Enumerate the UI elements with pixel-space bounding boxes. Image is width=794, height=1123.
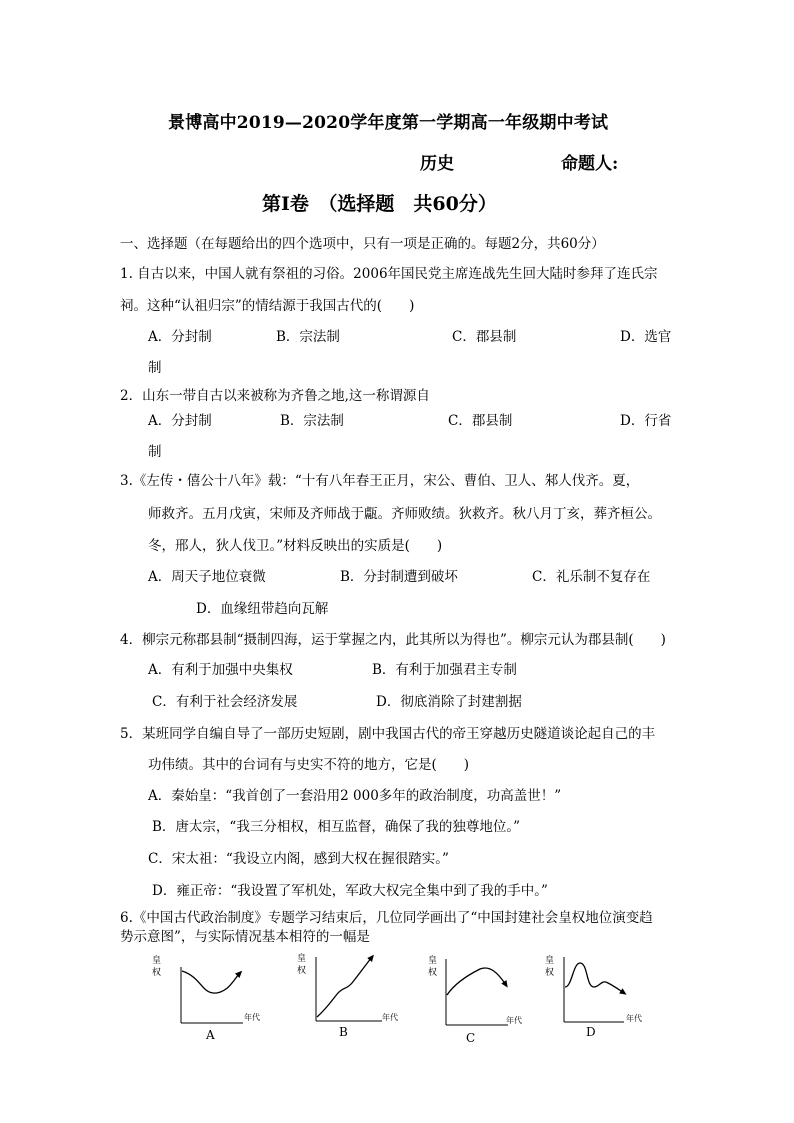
question-1-overflow: 制	[148, 360, 162, 376]
question-3-line-3: 冬，邢人，狄人伐卫。”材料反映出的实质是( )	[148, 538, 443, 554]
graph-c-ylabel-1: 皇	[428, 956, 438, 966]
trend-graphs	[140, 945, 660, 1045]
graph-a-label: A	[206, 1028, 215, 1042]
graph-a	[152, 954, 260, 1042]
graph-b-ylabel-1: 皇	[297, 954, 307, 964]
question-1-option-b: B．宗法制	[276, 329, 340, 345]
graph-b-curve	[317, 957, 372, 1017]
question-3-line-1: 3.《左传・僖公十八年》载：“十有八年春王正月，宋公、曹伯、卫人、邾人伐齐。夏，	[120, 473, 640, 489]
graph-d-label: D	[586, 1025, 596, 1039]
graph-b	[297, 952, 398, 1039]
question-1-option-a: A．分封制	[148, 329, 212, 345]
graph-a-xlabel: 年代	[244, 1013, 260, 1022]
graph-d-xlabel: 年代	[626, 1014, 642, 1023]
question-3-option-d: D．血缘纽带趋向瓦解	[196, 601, 329, 617]
question-2-option-a: A．分封制	[148, 413, 212, 429]
question-3-line-2: 师救齐。五月戊寅，宋师及齐师战于甗。齐师败绩。狄救齐。秋八月丁亥，葬齐桓公。	[148, 506, 661, 522]
question-3-option-a: A．周天子地位衰微	[148, 569, 266, 585]
graph-b-label: B	[339, 1025, 348, 1039]
graph-d	[545, 954, 642, 1039]
question-1-option-d: D．选官	[620, 329, 672, 345]
question-2-option-d: D．行省	[620, 413, 672, 429]
author-label: 命题人:	[561, 154, 619, 174]
question-5-option-a: A．秦始皇：“我首创了一套沿用2 000多年的政治制度，功高盖世！”	[148, 788, 562, 804]
question-1-line-1: 1. 自古以来，中国人就有祭祖的习俗。2006年国民党主席连战先生回大陆时参拜了连氏宗	[120, 266, 658, 282]
question-6-line-2: 势示意图”，与实际情况基本相符的一幅是	[120, 929, 370, 945]
question-3-option-c: C．礼乐制不复存在	[532, 569, 651, 585]
section-instructions: 一、选择题（在每题给出的四个选项中，只有一项是正确的。每题2分，共60分）	[120, 236, 605, 252]
graph-c-label: C	[466, 1031, 476, 1045]
subject-label: 历史	[420, 154, 454, 174]
question-5-line-2: 功伟绩。其中的台词有与史实不符的地方，它是( )	[148, 757, 470, 773]
question-3-option-b: B．分封制遭到破坏	[340, 569, 458, 585]
question-2-overflow: 制	[148, 444, 162, 460]
graph-b-xlabel: 年代	[382, 1013, 398, 1022]
graph-a-curve	[182, 971, 240, 993]
question-2-option-b: B．宗法制	[280, 413, 344, 429]
graph-d-curve	[565, 963, 624, 993]
question-5-option-c: C．宋太祖：“我设立内阁，感到大权在握很踏实。”	[148, 851, 449, 867]
question-1-line-2: 祠。这种“认祖归宗”的情结源于我国古代的( )	[120, 298, 415, 314]
question-5-option-d: D．雍正帝：“我设置了军机处，军政大权完全集中到了我的手中。”	[152, 883, 548, 899]
graph-d-ylabel-1: 皇	[545, 956, 555, 966]
question-4-option-a: A．有利于加强中央集权	[148, 662, 293, 678]
question-4-option-b: B．有利于加强君主专制	[372, 662, 517, 678]
question-4-option-c: C．有利于社会经济发展	[152, 694, 298, 710]
question-5-line-1: 5．某班同学自编自导了一部历史短剧，剧中我国古代的帝王穿越历史隧道谈论起自己的丰	[120, 726, 656, 742]
graph-c-curve	[447, 968, 506, 995]
graph-d-ylabel-2: 权	[545, 968, 555, 978]
volume-title: 第Ⅰ卷 （选择题 共60分）	[262, 193, 497, 215]
graph-a-ylabel-1: 皇	[152, 956, 162, 966]
question-4-option-d: D．彻底消除了封建割据	[376, 694, 522, 710]
question-4-line-1: 4．柳宗元称郡县制“摄制四海，运于掌握之内，此其所以为得也”。柳宗元认为郡县制( )	[120, 632, 666, 648]
graph-c-xlabel: 年代	[506, 1016, 522, 1025]
graph-a-ylabel-2: 权	[152, 968, 162, 978]
question-5-option-b: B．唐太宗，“我三分相权，相互监督，确保了我的独尊地位。”	[152, 819, 520, 835]
question-2-line-1: 2．山东一带自古以来被称为齐鲁之地,这一称谓源自	[120, 388, 430, 404]
exam-title: 景博高中2019—2020学年度第一学期高一年级期中考试	[168, 113, 609, 133]
question-6-line-1: 6.《中国古代政治制度》专题学习结束后，几位同学画出了“中国封建社会皇权地位演变趋	[120, 910, 653, 926]
graph-c-ylabel-2: 权	[428, 968, 438, 978]
question-2-option-c: C．郡县制	[448, 413, 513, 429]
graph-b-ylabel-2: 权	[297, 966, 307, 976]
graph-c	[428, 954, 522, 1045]
question-1-option-c: C．郡县制	[452, 329, 517, 345]
